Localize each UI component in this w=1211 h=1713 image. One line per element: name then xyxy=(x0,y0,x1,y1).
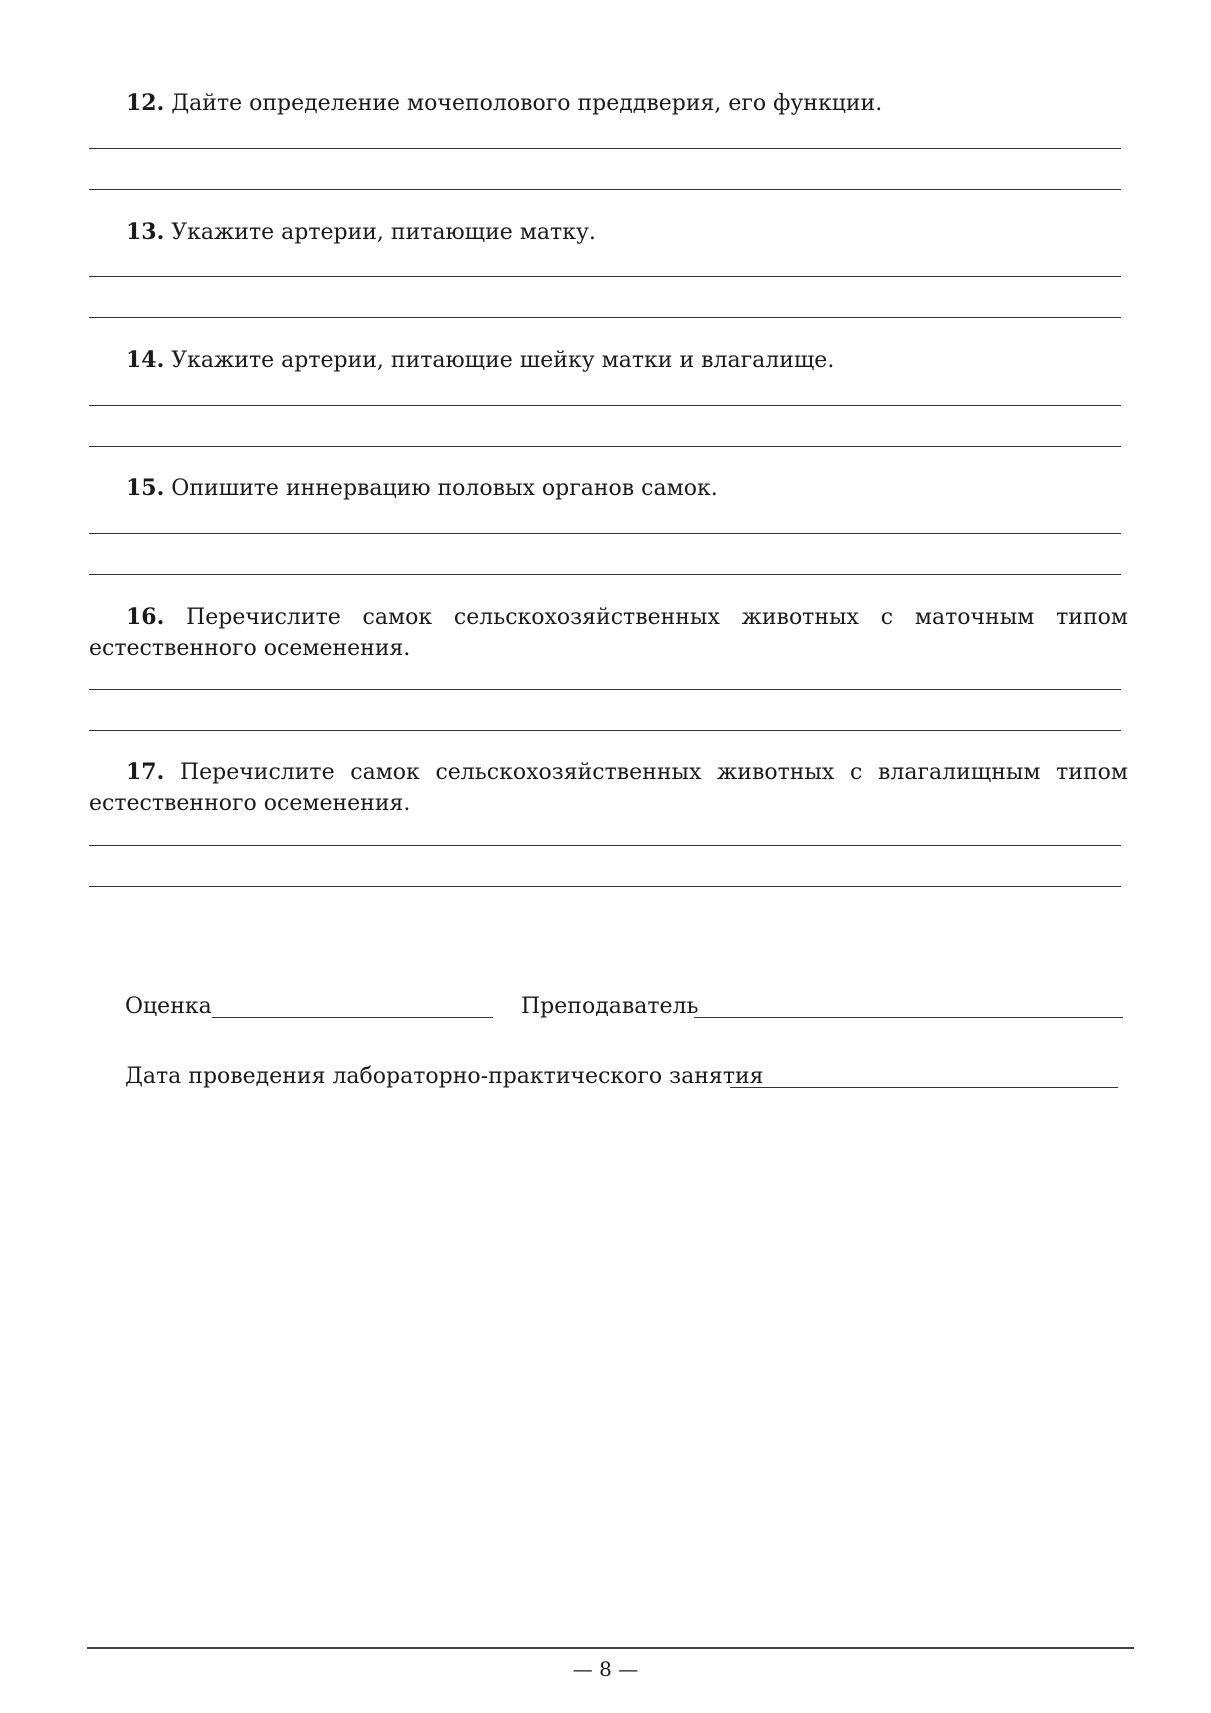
question-text: Укажите артерии, питающие шейку матки и влагалище. xyxy=(171,348,835,373)
answer-line[interactable] xyxy=(89,845,1121,846)
question-text: Опишите иннервацию половых органов самок. xyxy=(171,476,718,501)
question-number: 14. xyxy=(126,347,165,373)
date-field[interactable] xyxy=(730,1087,1118,1088)
question-13 xyxy=(89,217,1128,248)
question-17 xyxy=(89,757,1128,819)
footer-rule xyxy=(87,1647,1134,1649)
answer-line[interactable] xyxy=(89,689,1121,690)
answer-line[interactable] xyxy=(89,317,1121,318)
answer-line[interactable] xyxy=(89,533,1121,534)
answer-line[interactable] xyxy=(89,730,1121,731)
teacher-label: Преподаватель xyxy=(521,994,699,1019)
question-number: 13. xyxy=(126,219,165,245)
question-text: Перечислите самок сельскохозяйственных животных с маточным типом естественного осеменения. xyxy=(89,605,1128,661)
grade-label: Оценка xyxy=(125,994,212,1019)
question-12 xyxy=(89,88,1128,119)
page-number: — 8 — xyxy=(572,1657,639,1681)
teacher-field[interactable] xyxy=(694,1017,1123,1018)
answer-line[interactable] xyxy=(89,405,1121,406)
answer-line[interactable] xyxy=(89,276,1121,277)
answer-line[interactable] xyxy=(89,886,1121,887)
question-15 xyxy=(89,473,1128,504)
answer-line[interactable] xyxy=(89,148,1121,149)
question-number: 12. xyxy=(126,90,165,116)
answer-line[interactable] xyxy=(89,189,1121,190)
question-number: 17. xyxy=(126,759,165,785)
question-number: 16. xyxy=(126,604,165,630)
question-text: Укажите артерии, питающие матку. xyxy=(171,220,596,245)
question-14 xyxy=(89,345,1128,376)
answer-line[interactable] xyxy=(89,574,1121,575)
question-text: Перечислите самок сельскохозяйственных животных с влагалищным типом естественного осеменения. xyxy=(89,760,1128,816)
question-16 xyxy=(89,602,1128,664)
question-text: Дайте определение мочеполового преддверия, его функции. xyxy=(171,91,883,116)
date-label: Дата проведения лабораторно-практического занятия xyxy=(125,1064,764,1089)
grade-field[interactable] xyxy=(212,1017,493,1018)
question-number: 15. xyxy=(126,475,165,501)
answer-line[interactable] xyxy=(89,446,1121,447)
